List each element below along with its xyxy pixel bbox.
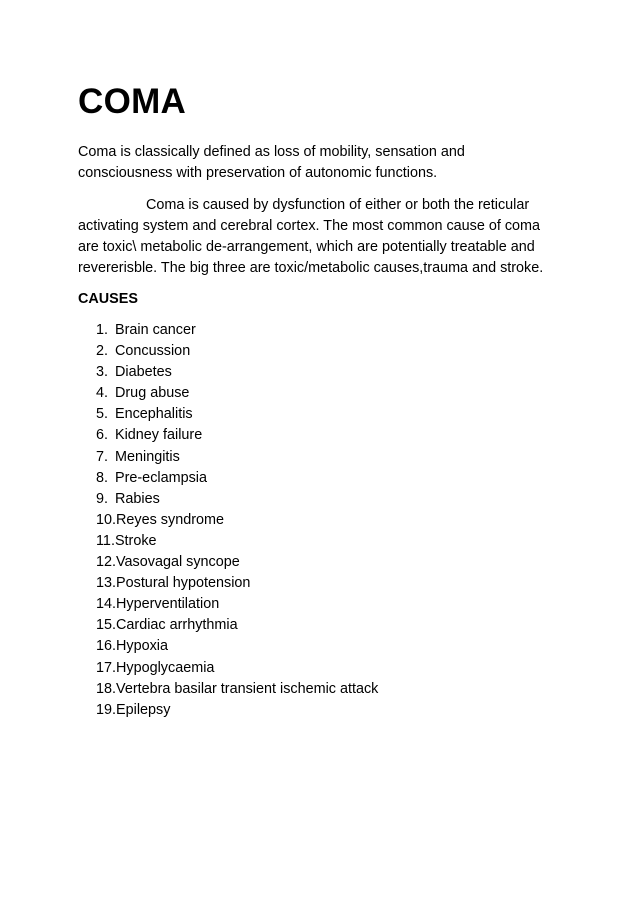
- list-item-label: Reyes syndrome: [116, 511, 224, 528]
- list-item-number: 19.: [96, 701, 117, 718]
- page-title: COMA: [78, 82, 187, 121]
- list-item-label: Kidney failure: [115, 427, 203, 444]
- list-item-number: 14.: [96, 596, 117, 613]
- list-item: [78, 552, 378, 573]
- list-item-label: Cardiac arrhythmia: [116, 617, 238, 634]
- list-item: [78, 615, 378, 636]
- list-item: [78, 573, 378, 594]
- list-item: [78, 700, 378, 721]
- list-item: [78, 447, 378, 468]
- list-item-number: 6.: [96, 427, 109, 444]
- definition-paragraph: Coma is classically defined as loss of mobility, sensation and consciousness with preservation of autonomic functions.: [78, 144, 465, 181]
- list-item-label: Concussion: [115, 343, 191, 360]
- list-item-number: 9.: [96, 490, 109, 507]
- list-item: [78, 362, 378, 383]
- list-item-label: Diabetes: [115, 364, 172, 381]
- list-item: [78, 658, 378, 679]
- list-item: [78, 468, 378, 489]
- list-item-label: Hypoglycaemia: [116, 659, 215, 676]
- list-item-number: 4.: [96, 385, 109, 402]
- list-item: [78, 320, 378, 341]
- list-item-label: Stroke: [114, 532, 157, 549]
- list-item: [78, 594, 378, 615]
- causes-description-paragraph: Coma is caused by dysfunction of either or both the reticular activating system and cerebral cortex. The most common cause of coma are toxic\ metabolic de-arrangement, which are potentially treatable and revererisble. The big three are toxic/metabolic causes,trauma and stroke.: [78, 197, 544, 276]
- list-item: [78, 425, 378, 446]
- list-item-label: Postural hypotension: [116, 575, 251, 592]
- list-item-label: Encephalitis: [115, 406, 193, 423]
- list-item-label: Pre-eclampsia: [115, 469, 207, 486]
- list-item-number: 2.: [96, 343, 109, 360]
- list-item: [78, 404, 378, 425]
- list-item-label: Hypoxia: [116, 638, 169, 655]
- list-item-label: Rabies: [115, 490, 160, 507]
- list-item: [78, 531, 378, 552]
- list-item-label: Hyperventilation: [116, 596, 220, 613]
- list-item-number: 12.: [96, 554, 117, 571]
- list-item-label: Drug abuse: [115, 385, 190, 402]
- list-item-label: Vertebra basilar transient ischemic attack: [116, 680, 379, 697]
- list-item-label: Vasovagal syncope: [116, 554, 240, 571]
- causes-list: [78, 320, 378, 721]
- list-item-number: 17.: [96, 659, 117, 676]
- list-item-number: 1.: [96, 322, 109, 338]
- list-item: [78, 679, 378, 700]
- list-item-number: 15.: [96, 617, 117, 634]
- list-item-number: 11.: [96, 532, 115, 549]
- list-item-number: 3.: [96, 364, 109, 381]
- causes-heading: CAUSES: [78, 291, 138, 307]
- list-item: [78, 341, 378, 362]
- list-item-number: 8.: [96, 469, 109, 486]
- list-item-number: 13.: [96, 575, 117, 592]
- list-item-label: Epilepsy: [116, 701, 171, 718]
- list-item-label: Brain cancer: [115, 322, 196, 338]
- list-item-number: 18.: [96, 680, 117, 697]
- list-item: [78, 510, 378, 531]
- list-item: [78, 636, 378, 657]
- list-item: [78, 489, 378, 510]
- list-item-number: 10.: [96, 511, 117, 528]
- list-item-number: 16.: [96, 638, 117, 655]
- list-item-number: 5.: [96, 406, 109, 423]
- list-item: [78, 383, 378, 404]
- list-item-label: Meningitis: [115, 448, 180, 465]
- list-item-number: 7.: [96, 448, 109, 465]
